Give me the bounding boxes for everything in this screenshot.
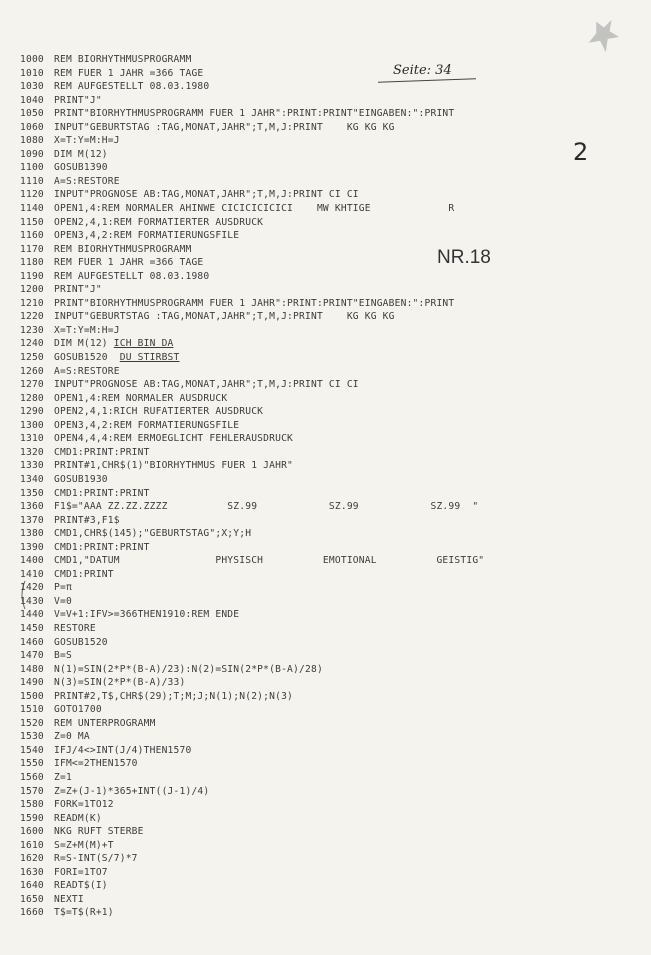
line-number: 1630 bbox=[20, 866, 44, 878]
line-number: 1620 bbox=[20, 853, 44, 865]
code-line bbox=[20, 703, 484, 717]
line-number: 1440 bbox=[20, 609, 44, 621]
line-number: 1060 bbox=[20, 121, 44, 133]
line-code: X=T:Y=M:H=J bbox=[54, 324, 120, 336]
line-number: 1230 bbox=[20, 324, 44, 336]
line-code: OPEN2,4,1:RICH RUFATIERTER AUSDRUCK bbox=[54, 406, 264, 418]
line-code: PRINT"BIORHYTHMUSPROGRAMM FUER 1 JAHR":PRINT:PRINT"EINGABEN:":PRINT bbox=[54, 297, 455, 309]
code-line bbox=[20, 405, 484, 419]
code-line bbox=[20, 595, 484, 609]
code-line bbox=[20, 378, 484, 392]
line-code: IFJ/4<>INT(J/4)THEN1570 bbox=[54, 744, 192, 756]
line-number: 1540 bbox=[20, 744, 44, 756]
code-line bbox=[20, 541, 484, 555]
line-number: 1370 bbox=[20, 514, 44, 526]
line-number: 1270 bbox=[20, 379, 44, 391]
line-number: 1480 bbox=[20, 663, 44, 675]
line-code: FORI=1TO7 bbox=[54, 866, 108, 878]
handwritten-underlined-note: DU STIRBST bbox=[119, 352, 180, 364]
code-line bbox=[20, 392, 484, 406]
line-code: READT$(I) bbox=[54, 880, 108, 892]
code-line bbox=[20, 188, 484, 202]
line-code: Z=0 MA bbox=[54, 731, 90, 743]
line-number: 1490 bbox=[20, 677, 44, 689]
line-number: 1140 bbox=[20, 203, 44, 215]
line-number: 1120 bbox=[20, 189, 44, 201]
line-number: 1640 bbox=[20, 880, 44, 892]
code-line bbox=[20, 229, 484, 243]
code-line bbox=[20, 852, 484, 866]
handwritten-underlined-note: ICH BIN DA bbox=[113, 338, 174, 350]
line-number: 1090 bbox=[20, 148, 44, 160]
line-code: V=0 bbox=[54, 595, 72, 607]
line-number: 1200 bbox=[20, 284, 44, 296]
code-line bbox=[20, 473, 484, 487]
code-line bbox=[20, 812, 484, 826]
line-number: 1250 bbox=[20, 352, 44, 364]
code-line bbox=[20, 256, 484, 270]
line-number: 1010 bbox=[20, 67, 44, 79]
code-line bbox=[20, 730, 484, 744]
code-line bbox=[20, 243, 484, 257]
line-number: 1330 bbox=[20, 460, 44, 472]
line-code: N(3)=SIN(2*P*(B-A)/33) bbox=[54, 677, 186, 689]
line-code: FORK=1TO12 bbox=[54, 799, 114, 811]
code-line bbox=[20, 297, 484, 311]
code-line bbox=[20, 487, 484, 501]
code-line bbox=[20, 676, 484, 690]
line-number: 1590 bbox=[20, 812, 44, 824]
line-number: 1310 bbox=[20, 433, 44, 445]
line-number: 1430 bbox=[20, 595, 44, 607]
line-number: 1610 bbox=[20, 839, 44, 851]
line-code: CMD1:PRINT:PRINT bbox=[54, 446, 150, 458]
line-code: CMD1:PRINT:PRINT bbox=[54, 487, 150, 499]
line-code: CMD1:PRINT:PRINT bbox=[54, 541, 150, 553]
line-code: P=π bbox=[54, 582, 72, 594]
line-number: 1380 bbox=[20, 528, 44, 540]
line-code: PRINT"J" bbox=[54, 94, 102, 106]
line-code: A=S:RESTORE bbox=[54, 175, 120, 187]
line-number: 1080 bbox=[20, 135, 44, 147]
line-number: 1360 bbox=[20, 501, 44, 513]
line-number: 1390 bbox=[20, 541, 44, 553]
line-number: 1650 bbox=[20, 893, 44, 905]
line-number: 1550 bbox=[20, 758, 44, 770]
line-number: 1400 bbox=[20, 555, 44, 567]
code-line bbox=[20, 310, 484, 324]
handwritten-page-label: Seite: 34 bbox=[393, 63, 452, 78]
code-line bbox=[20, 80, 484, 94]
line-number: 1340 bbox=[20, 473, 44, 485]
code-line bbox=[20, 649, 484, 663]
line-number: 1450 bbox=[20, 622, 44, 634]
code-line bbox=[20, 148, 484, 162]
line-number: 1500 bbox=[20, 690, 44, 702]
line-code: INPUT"PROGNOSE AB:TAG,MONAT,JAHR";T,M,J:PRINT CI CI bbox=[54, 379, 359, 391]
line-number: 1470 bbox=[20, 650, 44, 662]
line-code: GOSUB1930 bbox=[54, 473, 108, 485]
line-code: OPEN4,4,4:REM ERMOEGLICHT FEHLERAUSDRUCK bbox=[54, 433, 294, 445]
line-number: 1660 bbox=[20, 907, 44, 919]
line-number: 1240 bbox=[20, 338, 44, 350]
code-line bbox=[20, 270, 484, 284]
line-number: 1170 bbox=[20, 243, 44, 255]
line-code: GOSUB1520 bbox=[54, 352, 120, 364]
line-number: 1460 bbox=[20, 636, 44, 648]
code-line bbox=[20, 419, 484, 433]
code-line bbox=[20, 500, 484, 514]
code-line bbox=[20, 690, 484, 704]
code-line bbox=[20, 283, 484, 297]
line-number: 1290 bbox=[20, 406, 44, 418]
line-code: N(1)=SIN(2*P*(B-A)/23):N(2)=SIN(2*P*(B-A)/28) bbox=[54, 663, 323, 675]
line-code: DIM M(12) bbox=[54, 338, 114, 350]
line-code: PRINT#2,T$,CHR$(29);T;M;J;N(1);N(2);N(3) bbox=[54, 690, 294, 702]
line-code: OPEN3,4,2:REM FORMATIERUNGSFILE bbox=[54, 419, 240, 431]
code-line bbox=[20, 554, 484, 568]
code-line bbox=[20, 459, 484, 473]
code-line bbox=[20, 337, 484, 351]
code-line bbox=[20, 906, 484, 920]
line-number: 1100 bbox=[20, 162, 44, 174]
line-code: GOTO1700 bbox=[54, 704, 102, 716]
handwritten-mark: 2 bbox=[573, 138, 589, 166]
basic-program-listing bbox=[20, 53, 484, 920]
line-code: RESTORE bbox=[54, 622, 96, 634]
line-code: PRINT"J" bbox=[54, 284, 102, 296]
code-line bbox=[20, 324, 484, 338]
code-line bbox=[20, 744, 484, 758]
line-number: 1220 bbox=[20, 311, 44, 323]
code-line bbox=[20, 107, 484, 121]
line-code: OPEN2,4,1:REM FORMATIERTER AUSDRUCK bbox=[54, 216, 264, 228]
line-code: DIM M(12) bbox=[54, 148, 108, 160]
line-number: 1190 bbox=[20, 270, 44, 282]
line-code: Z=Z+(J-1)*365+INT((J-1)/4) bbox=[54, 785, 210, 797]
line-code: NKG RUFT STERBE bbox=[54, 826, 144, 838]
line-code: R=S-INT(S/7)*7 bbox=[54, 853, 138, 865]
line-code: PRINT#1,CHR$(1)"BIORHYTHMUS FUER 1 JAHR" bbox=[54, 460, 294, 472]
code-line bbox=[20, 608, 484, 622]
code-line bbox=[20, 622, 484, 636]
corner-emblem-icon bbox=[583, 18, 621, 56]
line-number: 1530 bbox=[20, 731, 44, 743]
line-number: 1410 bbox=[20, 568, 44, 580]
code-line bbox=[20, 216, 484, 230]
line-code: REM BIORHYTHMUSPROGRAMM bbox=[54, 54, 192, 65]
line-code: B=S bbox=[54, 650, 72, 662]
line-number: 1520 bbox=[20, 717, 44, 729]
line-number: 1280 bbox=[20, 392, 44, 404]
line-code: S=Z+M(M)+T bbox=[54, 839, 114, 851]
code-line bbox=[20, 757, 484, 771]
code-line bbox=[20, 121, 484, 135]
code-line bbox=[20, 839, 484, 853]
line-code: IFM<=2THEN1570 bbox=[54, 758, 138, 770]
line-code: X=T:Y=M:H=J bbox=[54, 135, 120, 147]
code-line bbox=[20, 785, 484, 799]
line-code: Z=1 bbox=[54, 771, 72, 783]
code-line bbox=[20, 893, 484, 907]
code-line bbox=[20, 879, 484, 893]
line-code: REM FUER 1 JAHR =366 TAGE bbox=[54, 67, 204, 79]
line-code: INPUT"PROGNOSE AB:TAG,MONAT,JAHR";T,M,J:PRINT CI CI bbox=[54, 189, 359, 201]
code-line bbox=[20, 514, 484, 528]
line-number: 1150 bbox=[20, 216, 44, 228]
line-code: OPEN1,4:REM NORMALER AUSDRUCK bbox=[54, 392, 228, 404]
line-code: CMD1:PRINT bbox=[54, 568, 114, 580]
line-number: 1300 bbox=[20, 419, 44, 431]
line-code: OPEN3,4,2:REM FORMATIERUNGSFILE bbox=[54, 230, 240, 242]
line-number: 1260 bbox=[20, 365, 44, 377]
line-number: 1030 bbox=[20, 81, 44, 93]
line-code: REM FUER 1 JAHR =366 TAGE bbox=[54, 257, 204, 269]
code-line bbox=[20, 365, 484, 379]
line-code: T$=T$(R+1) bbox=[54, 907, 114, 919]
code-line bbox=[20, 446, 484, 460]
line-code: CMD1,"DATUM PHYSISCH EMOTIONAL GEISTIG" bbox=[54, 555, 485, 567]
line-code: REM AUFGESTELLT 08.03.1980 bbox=[54, 270, 210, 282]
line-code: F1$="AAA ZZ.ZZ.ZZZZ SZ.99 SZ.99 SZ.99 " bbox=[54, 501, 479, 513]
code-line bbox=[20, 717, 484, 731]
code-line bbox=[20, 94, 484, 108]
code-line bbox=[20, 175, 484, 189]
line-code: A=S:RESTORE bbox=[54, 365, 120, 377]
line-number: 1050 bbox=[20, 108, 44, 120]
line-number: 1000 bbox=[20, 54, 44, 65]
line-number: 1040 bbox=[20, 94, 44, 106]
stamped-number-label: NR.18 bbox=[437, 247, 491, 268]
line-code: READM(K) bbox=[54, 812, 102, 824]
line-number: 1320 bbox=[20, 446, 44, 458]
line-number: 1580 bbox=[20, 799, 44, 811]
code-line bbox=[20, 53, 484, 67]
code-line bbox=[20, 636, 484, 650]
line-number: 1160 bbox=[20, 230, 44, 242]
code-line bbox=[20, 527, 484, 541]
line-number: 1560 bbox=[20, 771, 44, 783]
line-code: OPEN1,4:REM NORMALER AHINWE CICICICICICI MW KHTIGE R bbox=[54, 203, 455, 215]
line-number: 1600 bbox=[20, 826, 44, 838]
line-code: GOSUB1390 bbox=[54, 162, 108, 174]
code-line bbox=[20, 771, 484, 785]
code-line bbox=[20, 67, 484, 81]
line-code: V=V+1:IFV>=366THEN1910:REM ENDE bbox=[54, 609, 240, 621]
code-line bbox=[20, 825, 484, 839]
code-line bbox=[20, 798, 484, 812]
line-number: 1110 bbox=[20, 175, 44, 187]
line-code: NEXTI bbox=[54, 893, 84, 905]
code-line bbox=[20, 351, 484, 365]
line-number: 1510 bbox=[20, 704, 44, 716]
code-line bbox=[20, 432, 484, 446]
line-code: GOSUB1520 bbox=[54, 636, 108, 648]
line-code: PRINT"BIORHYTHMUSPROGRAMM FUER 1 JAHR":PRINT:PRINT"EINGABEN:":PRINT bbox=[54, 108, 455, 120]
line-code: REM AUFGESTELLT 08.03.1980 bbox=[54, 81, 210, 93]
line-code: REM UNTERPROGRAMM bbox=[54, 717, 156, 729]
code-line bbox=[20, 581, 484, 595]
code-line bbox=[20, 568, 484, 582]
line-number: 1420 bbox=[20, 582, 44, 594]
code-line bbox=[20, 866, 484, 880]
line-code: REM BIORHYTHMUSPROGRAMM bbox=[54, 243, 192, 255]
line-number: 1570 bbox=[20, 785, 44, 797]
line-code: CMD1,CHR$(145);"GEBURTSTAG";X;Y;H bbox=[54, 528, 252, 540]
code-line bbox=[20, 202, 484, 216]
code-line bbox=[20, 663, 484, 677]
line-code: PRINT#3,F1$ bbox=[54, 514, 120, 526]
line-number: 1180 bbox=[20, 257, 44, 269]
code-line bbox=[20, 134, 484, 148]
line-number: 1210 bbox=[20, 297, 44, 309]
line-number: 1350 bbox=[20, 487, 44, 499]
line-code: INPUT"GEBURTSTAG :TAG,MONAT,JAHR";T,M,J:PRINT KG KG KG bbox=[54, 121, 395, 133]
code-line bbox=[20, 161, 484, 175]
line-code: INPUT"GEBURTSTAG :TAG,MONAT,JAHR";T,M,J:PRINT KG KG KG bbox=[54, 311, 395, 323]
